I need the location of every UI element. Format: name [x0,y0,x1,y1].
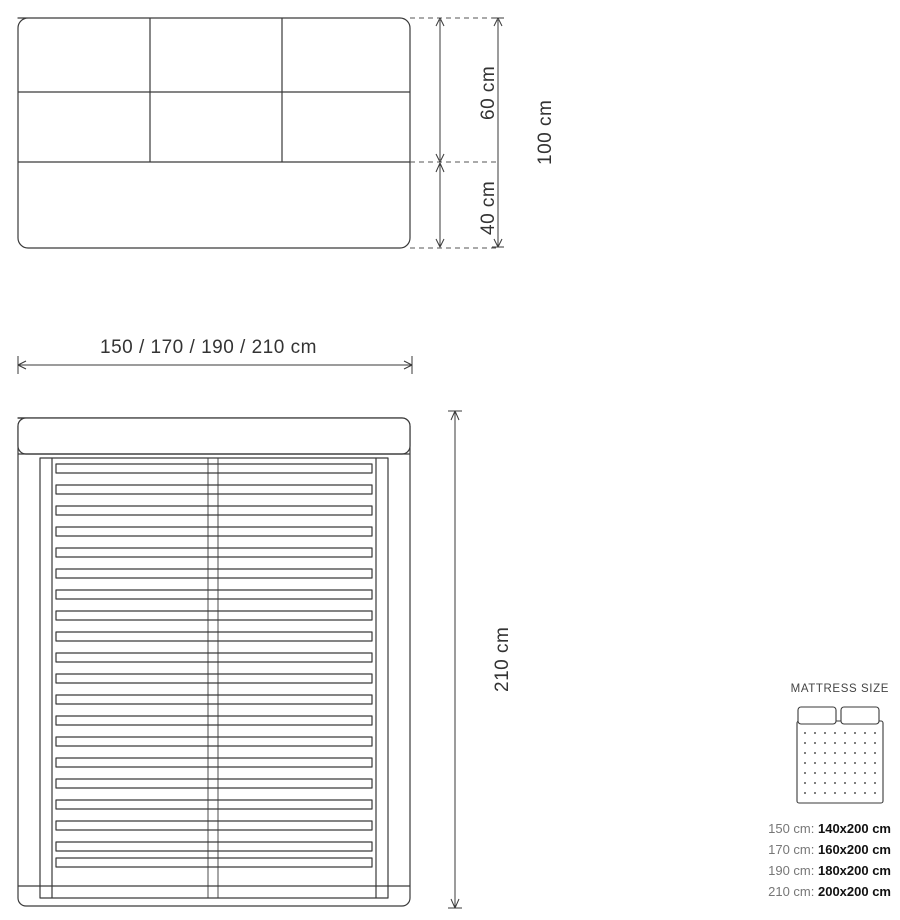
legend-row-label: 170 cm: [768,842,815,857]
legend-row [735,860,891,881]
legend-rows [735,818,895,902]
mattress-size-legend [735,683,895,902]
label-headboard-upper: 60 cm [478,65,499,120]
label-headboard-lower: 40 cm [478,180,499,235]
dimension-60cm [436,18,444,162]
legend-row-label: 190 cm: [768,863,815,878]
legend-row [735,839,891,860]
legend-row [735,818,891,839]
legend-row [735,881,891,902]
label-width-options: 150 / 170 / 190 / 210 cm [100,337,317,358]
legend-row-value: 200x200 cm [817,884,891,899]
headboard-front-view [18,18,410,248]
label-total-height: 100 cm [535,99,556,165]
legend-row-label: 210 cm: [768,884,815,899]
dimension-40cm [436,163,444,247]
mattress-icon [735,701,895,806]
dimension-210cm [448,411,462,908]
legend-row-value: 140x200 cm [817,821,891,836]
label-length: 210 cm [492,626,513,692]
bed-plan-view [18,418,410,906]
legend-row-value: 180x200 cm [817,863,891,878]
legend-title: MATTRESS SIZE [790,683,889,695]
legend-row-value: 160x200 cm [817,842,891,857]
legend-row-label: 150 cm: [768,821,815,836]
